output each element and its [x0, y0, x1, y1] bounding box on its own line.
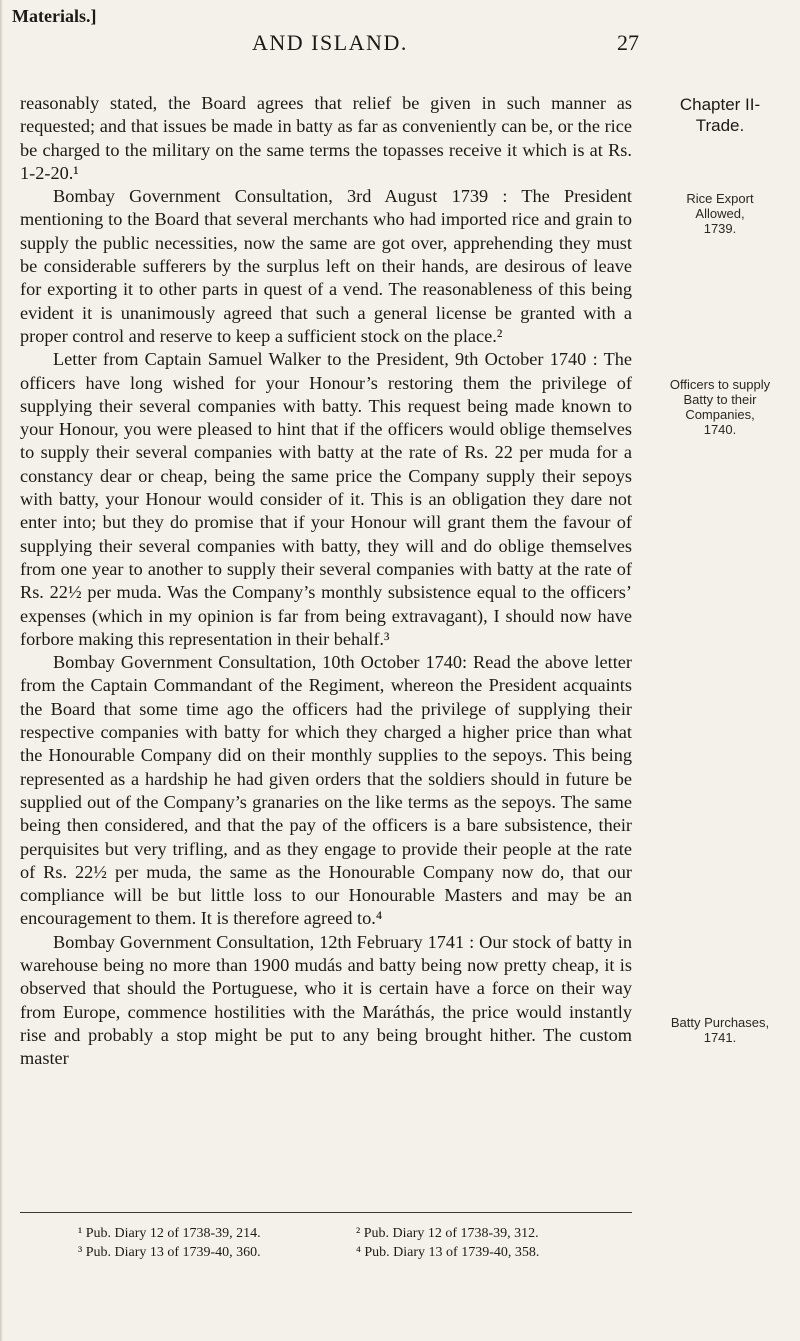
body-text	[20, 92, 632, 1070]
page-edge-shadow	[0, 0, 3, 1341]
running-head-title: AND ISLAND.	[252, 30, 408, 55]
paragraph-2: Bombay Government Consultation, 3rd August 1739 : The President mentioning to the Board that several merchants who had imported rice and grain to supply the public necessities, now the same are got over, apprehending they must be considerable sufferers by the surplus left on their hands, are desirous of leave for exporting it to other parts in quest of a vend. The reasonableness of this being evident it is unanimously agreed that such a general license be granted with a proper control and reserve to keep a sufficient stock on the place.²	[20, 186, 632, 346]
paragraph-1: reasonably stated, the Board agrees that relief be given in such manner as requested; and that issues be made in batty as far as conveniently can be, or the rice be charged to the military on the same terms the topasses receive it which is at Rs. 1-2-20.¹	[20, 93, 632, 183]
page-number: 27	[617, 30, 639, 55]
footnote-4: ⁴ Pub. Diary 13 of 1739-40, 358.	[356, 1245, 540, 1260]
paragraph-4: Bombay Government Consultation, 10th October 1740: Read the above letter from the Captain Commandant of the Regiment, whereon the President acquaints the Board that some time ago the officers had the privilege of supplying their respective companies with batty for which they charged a higher price than what the Honourable Company did on their monthly supplies to the sepoys. This being represented as a hardship he had given orders that the soldiers should in future be supplied out of the Company’s granaries on the like terms as the sepoys. The same being then considered, and that the pay of the officers is a bare subsistence, their perquisites but very trifling, and as they engage to provide their people at the rate of Rs. 22½ per muda, the same as the Honourable Company now do, that our compliance will be but little loss to our Honourable Masters and may be an encouragement to them. It is therefore agreed to.⁴	[20, 652, 632, 929]
running-head-section: Materials.]	[12, 6, 97, 26]
footnote-rule	[20, 1212, 632, 1213]
sidenote-chapter: Chapter II- Trade.	[679, 95, 761, 135]
sidenote-batty-purchases: Batty Purchases, 1741.	[670, 1015, 770, 1045]
footnotes	[78, 1224, 638, 1262]
paragraph-3: Letter from Captain Samuel Walker to the President, 9th October 1740 : The officers have long wished for your Honour’s restoring them the privilege of supplying their several companies with batty. This request being made known to your Honour, you were pleased to hint that if the officers would oblige themselves to supply their several companies with batty at the rate of Rs. 22 per muda for a constancy dear or cheap, being the same price the Company supply their sepoys with batty, your Honour would consider of it. This is an obligation they dare not enter into; but they do promise that if your Honour will grant them the favour of supplying their several companies with batty, they will and do oblige themselves from one year to another to supply their several companies with batty at the rate of Rs. 22½ per muda. Was the Company’s monthly subsistence equal to the officers’ expenses (which in my opinion is far from being extravagant), I should now have forbore making this representation in their behalf.³	[20, 349, 632, 649]
sidenote-officers-batty: Officers to supply Batty to their Companies, 1740.	[669, 377, 771, 437]
footnote-2: ² Pub. Diary 12 of 1738-39, 312.	[356, 1226, 539, 1241]
sidenote-rice-export: Rice Export Allowed, 1739.	[686, 191, 754, 236]
footnote-1: ¹ Pub. Diary 12 of 1738-39, 214.	[78, 1226, 261, 1241]
footnote-3: ³ Pub. Diary 13 of 1739-40, 360.	[78, 1245, 261, 1260]
paragraph-5: Bombay Government Consultation, 12th February 1741 : Our stock of batty in warehouse being no more than 1900 mudás and batty being now pretty cheap, it is observed that should the Portuguese, who it is certain have a force on their way from Europe, commence hostilities with the Maráthás, the price would instantly rise and probably a stop might be put to any being brought hither. The custom master	[20, 931, 632, 1069]
